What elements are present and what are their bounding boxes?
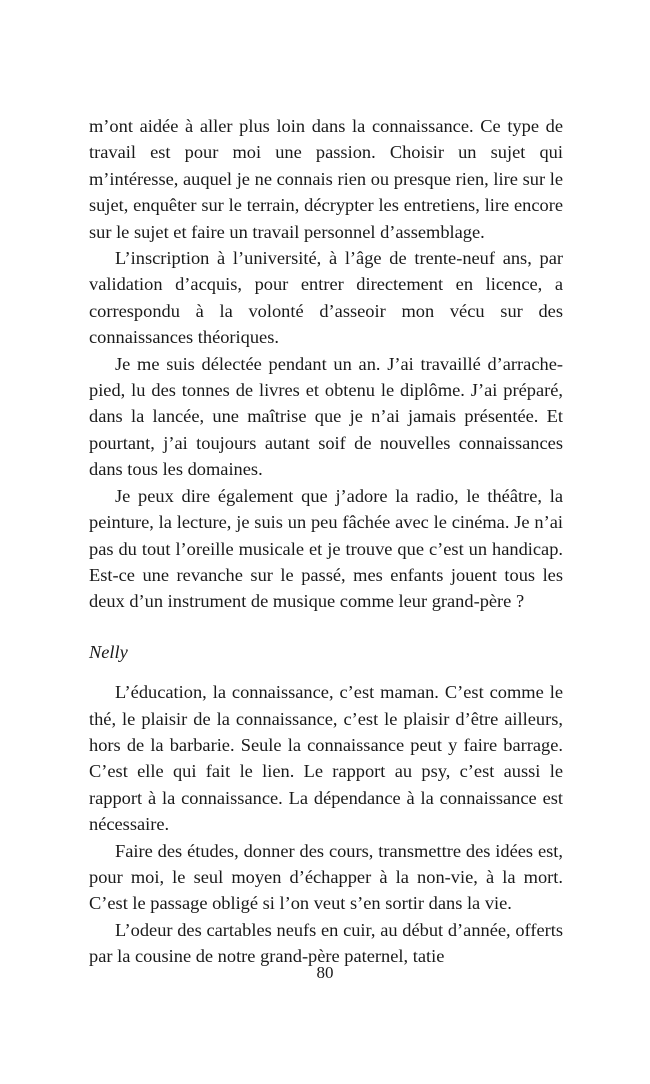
page-number: 80: [316, 963, 334, 982]
paragraph: L’éducation, la connaissance, c’est maman. C’est comme le thé, le plaisir de la connaissance, c’est le plaisir d’être ailleurs, hors de la barbarie. Seule la connaissance peut y faire barrage. C’est elle qui fait le lien. Le rapport au psy, c’est aussi le rapport à la connaissance. La dépendance à la connaissance est nécessaire.: [89, 682, 563, 835]
page-body: [89, 113, 563, 970]
paragraph: Faire des études, donner des cours, transmettre des idées est, pour moi, le seul moyen d’échapper à la non-vie, à la mort. C’est le passage obligé si l’on veut s’en sortir dans la vie.: [89, 840, 563, 914]
paragraph: L’inscription à l’université, à l’âge de trente-neuf ans, par validation d’acquis, pour entrer directement en licence, a correspondu à la volonté d’asseoir mon vécu sur des connaissances théoriques.: [89, 248, 563, 348]
paragraph: m’ont aidée à aller plus loin dans la connaissance. Ce type de travail est pour moi une passion. Choisir un sujet qui m’intéresse, auquel je ne connais rien ou presque rien, lire sur le sujet, enquêter sur le terrain, décrypter les entretiens, lire encore sur le sujet et faire un travail personnel d’assemblage.: [89, 116, 563, 242]
paragraph: L’odeur des cartables neufs en cuir, au début d’année, offerts par la cousine de notre grand-père paternel, tatie: [89, 919, 563, 967]
paragraph: Je me suis délectée pendant un an. J’ai travaillé d’arrache-pied, lu des tonnes de livres et obtenu le diplôme. J’ai préparé, dans la lancée, une maîtrise que je n’ai jamais présentée. Et pourtant, j’ai toujours autant soif de nouvelles connaissances dans tous les domaines.: [89, 353, 563, 480]
paragraph: Je peux dire également que j’adore la radio, le théâtre, la peinture, la lecture, je suis un peu fâchée avec le cinéma. Je n’ai pas du tout l’oreille musicale et je trouve que c’est un handicap. Est-ce une revanche sur le passé, mes enfants jouent tous les deux d’un instrument de musique comme leur grand-père ?: [89, 485, 563, 612]
section-heading: Nelly: [89, 641, 128, 662]
